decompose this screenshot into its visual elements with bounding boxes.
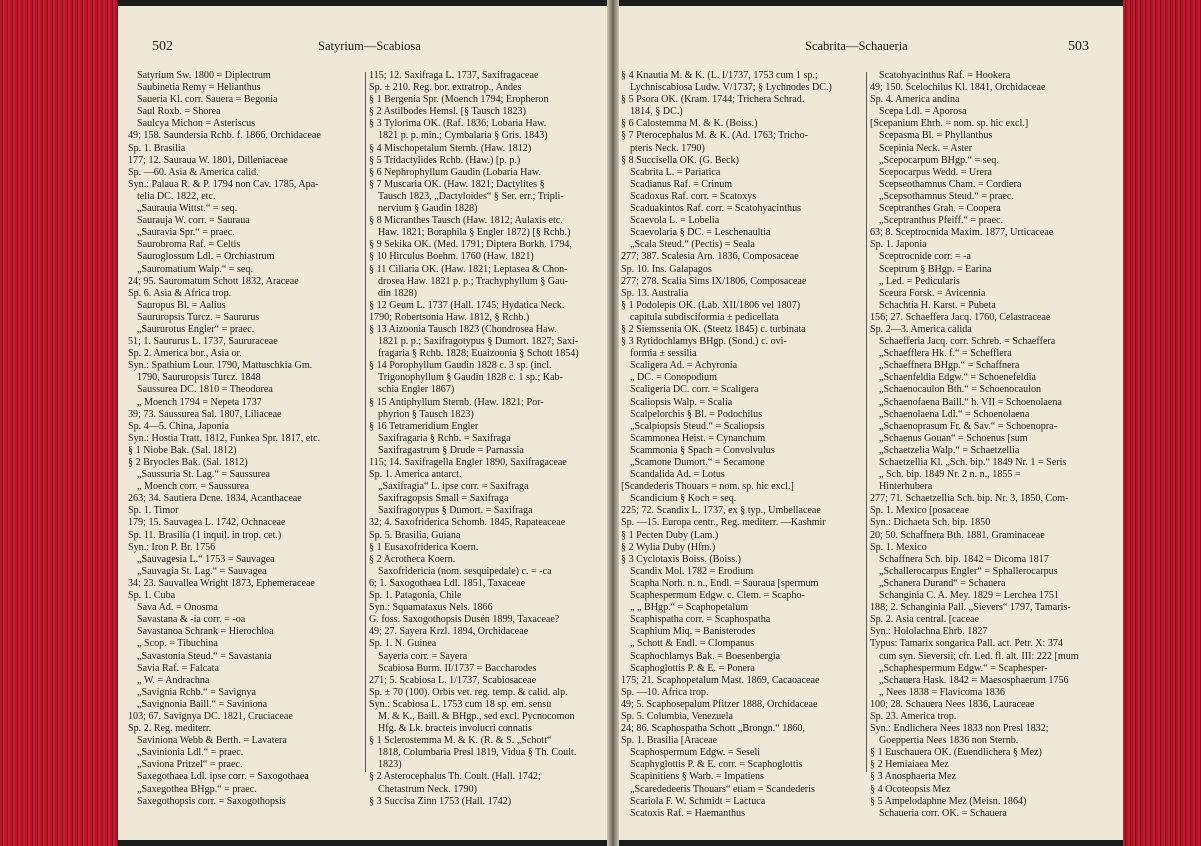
- text-line: Saueria Kl. corr. Sauera = Begonia: [137, 94, 278, 106]
- text-line: Saviniona Webb & Berth. = Lavatera: [137, 735, 287, 747]
- book-gutter: [607, 0, 619, 846]
- text-line: Saururopsis Turcz. = Saururus: [137, 311, 260, 323]
- text-line: Saulcya Michon = Asteriscus: [137, 118, 256, 130]
- text-line: „Savignonia Baill.“ = Saviniona: [137, 698, 268, 710]
- text-line: 225; 72. Scandix L. 1737, ex § typ., Umbellaceae: [621, 505, 821, 517]
- text-line: 49; 158. Saundersia Rchb. f. 1866, Orchidaceae: [128, 130, 321, 142]
- text-line: § 1 Pecten Duby (Lam.): [621, 529, 719, 541]
- text-line: § 7 Pterocephalus M. & K. (Ad. 1763; Tricho-: [621, 130, 809, 142]
- text-line: § 5 Tridactylides Rchb. (Haw.) [p. p.): [369, 154, 521, 166]
- text-line: 20; 50. Schaffnera Bth. 1881, Graminaceae: [870, 529, 1045, 541]
- text-line: Chetastrum Neck. 1790): [378, 783, 477, 795]
- text-line: „Scalpiopsis Steud.“ = Scaliopsis: [630, 420, 765, 432]
- text-line: Scandicium § Koch = seq.: [630, 493, 737, 505]
- text-line: „Saviona Pritzel“ = praec.: [137, 759, 243, 771]
- text-line: § 2 Astilbodes Hemsl. [§ Tausch 1823): [369, 106, 526, 118]
- text-line: Sceptrum § BHgp. = Earina: [879, 263, 992, 275]
- text-line: § 2 Hemiaiaea Mez: [870, 759, 949, 771]
- text-line: 1823): [378, 759, 402, 771]
- text-line: „Scepsothamnus Steud.“ = praec.: [879, 190, 1014, 202]
- text-line: 277; 278. Scalia Sims IX/1806, Composaceae: [621, 275, 807, 287]
- text-line: § 11 Ciliaria OK. (Haw. 1821; Leptasea & Chon-: [369, 263, 568, 275]
- text-line: Sceptrocnide corr. = -a: [879, 251, 972, 263]
- text-line: Sp. 2. America bor., Asia or.: [128, 348, 242, 360]
- text-line: Scabrita L. = Pariatica: [630, 166, 721, 178]
- text-line: „ Nees 1838 = Flavicoma 1836: [879, 686, 1005, 698]
- column-divider: [866, 72, 867, 772]
- text-line: Scaphospermum Edgw. = Seseli: [630, 747, 761, 759]
- text-line: Scaphispatha corr. = Scaphospatha: [630, 614, 771, 626]
- text-line: Saxifragastrum § Drude = Parnassia: [378, 444, 524, 456]
- text-line: Sp. —60. Asia & America calid.: [128, 166, 259, 178]
- text-line: 49; 150. Scelochilus Kl. 1841, Orchidaceae: [870, 82, 1046, 94]
- text-line: Haw. 1821; Boraphila § Engler 1872) [§ Rchb.): [378, 227, 571, 239]
- text-line: „ Moench 1794 = Nepeta 1737: [137, 396, 262, 408]
- text-line: 49; 5. Scaphosepalum Pfitzer 1888, Orchidaceae: [621, 698, 818, 710]
- text-line: „Schanera Durand“ = Schauera: [879, 577, 1006, 589]
- text-line: Sauropus Bl. = Aalius: [137, 299, 226, 311]
- text-line: § 2 Acrotheca Koern.: [369, 553, 456, 565]
- text-line: § 1 Sclerostemma M. & K. (R. & S. „Schott“: [369, 735, 552, 747]
- text-line: Sceptranthes Grah. = Coopera: [879, 203, 1001, 215]
- text-line: 1814, § DC.): [630, 106, 683, 118]
- text-line: Tausch 1823, „Dactyloides“ § Ser. err.; Tripli-: [378, 190, 564, 202]
- text-line: Scalpelorchis § Bl. = Podochilus: [630, 408, 763, 420]
- text-line: Scaphespermum Edgw. c. Clem. = Scapho-: [630, 590, 805, 602]
- text-line: „Schaeffnera BHgp.“ = Schaffnera: [879, 360, 1020, 372]
- text-line: Sp. 1. Cuba: [128, 590, 176, 602]
- text-line: Saxofridericia (nom. sesquipedale) c. = -ca: [378, 565, 552, 577]
- text-line: Sp. 23. America trop.: [870, 710, 957, 722]
- text-line: 188; 2. Schanginia Pall. „Sievers“ 1797, Tamaris-: [870, 602, 1071, 614]
- text-line: „Saurauia Wittst.“ = seq.: [137, 203, 238, 215]
- text-line: Syn.: Palaua R. & P. 1794 non Cav. 1785, Apa-: [128, 178, 319, 190]
- text-line: 103; 67. Savignya DC. 1821, Cruciaceae: [128, 710, 293, 722]
- text-line: § 1 Niobe Bak. (Sal. 1812): [128, 444, 237, 456]
- text-line: § 2 Siemssenia OK. (Steetz 1845) c. turbinata: [621, 323, 806, 335]
- text-line: „Schaetzelia Walp.“ = Schaetzellia: [879, 444, 1020, 456]
- text-line: 177; 12. Sauraua W. 1801, Dilleniaceae: [128, 154, 288, 166]
- text-line: „Scamone Dumort.“ = Secamone: [630, 457, 765, 468]
- text-line: § 10 Hirculus Boehm. 1760 (Haw. 1821): [369, 251, 534, 263]
- text-line: § 2 Wylia Duby (Hfm.): [621, 541, 716, 553]
- text-line: [Scandederis Thouars = nom. sp. hic excl.]: [621, 481, 794, 493]
- text-line: „Savignia Rchb.“ = Savignya: [137, 686, 256, 698]
- text-line: Syn.: Spathium Lour. 1790, Mattuschkia Gm.: [128, 360, 313, 372]
- text-line: Scepasma Bl. = Phyllanthus: [879, 130, 993, 142]
- text-line: Sp. ± 70 (100). Orbis vet. reg. temp. & calid. alp.: [369, 686, 568, 698]
- text-line: Syn.: Squamataxus Nels. 1866: [369, 602, 493, 614]
- text-line: Sava Ad. = Onosma: [137, 602, 218, 614]
- text-line: schia Engler 1867): [378, 384, 455, 396]
- text-line: 115; 14. Saxifragella Engler 1890, Saxifragaceae: [369, 457, 567, 468]
- text-line: § 3 Tylorima OK. (Raf. 1836; Lobaria Haw.: [369, 118, 547, 130]
- column-divider: [365, 72, 366, 772]
- text-line: § 2 Bryocles Bak. (Sal. 1812): [128, 457, 248, 468]
- left-page: [118, 6, 607, 840]
- text-line: Scaligeria DC. corr. = Scaligera: [630, 384, 759, 396]
- text-line: phyrion § Tausch 1823): [378, 408, 474, 420]
- text-line: „Schaphespermum Edgw.“ = Scaphesper-: [879, 662, 1048, 674]
- text-line: Sp. 1. Mexico [posaceae: [870, 505, 969, 517]
- text-line: Sp. 2. Asia central. [caceae: [870, 614, 980, 626]
- book-page-edges-right: [1123, 0, 1201, 846]
- text-line: „Scala Steud.“ (Pectis) = Seala: [630, 239, 755, 251]
- text-line: Hfg. & Lk. bracteis involucri connatis: [378, 723, 532, 735]
- text-line: Sp. 1. Patagonia, Chile: [369, 590, 462, 602]
- text-line: Schaefferia Jacq. corr. Schreb. = Schaeffera: [879, 336, 1056, 348]
- text-line: 39; 73. Saussurea Sal. 1807, Liliaceae: [128, 408, 282, 420]
- text-line: cum syn. Sieversii; cfr. Led. fl. alt. III: 222 [mum: [879, 650, 1079, 662]
- page-number: 503: [1068, 39, 1089, 54]
- text-line: Lychniscabiosa Ludw. V/1737; § Lychnodes DC.): [630, 82, 832, 94]
- text-line: Sauroglossum Ldl. = Orchiastrum: [137, 251, 275, 263]
- text-line: „Savastonia Steud.“ = Savastania: [137, 650, 272, 662]
- text-line: Saubinetia Remy = Helianthus: [137, 82, 261, 94]
- text-line: Sp. 6. Asia & Africa trop.: [128, 287, 232, 299]
- text-line: Syn.: Scabiosa L. 1753 cum 18 sp. em. sensu: [369, 698, 552, 710]
- text-line: „Saururotus Engler“ = praec.: [137, 323, 255, 335]
- text-line: pteris Neck. 1790): [630, 142, 705, 154]
- right-page: [619, 6, 1123, 840]
- text-line: Typus: Tamarix songarica Pall. act. Petr. X: 374: [870, 638, 1063, 650]
- text-line: „Schallerocarpus Engler“ = Sphallerocarpus: [879, 565, 1058, 577]
- text-line: 156; 27. Schaeffera Jacq. 1760, Celastraceae: [870, 311, 1051, 323]
- text-line: „ Scop. = Tibuchina: [137, 638, 218, 650]
- text-line: Scatoxis Raf. = Haemanthus: [630, 807, 746, 819]
- text-line: formia ± sessilia: [630, 348, 697, 360]
- text-line: Scaligera Ad. = Achyronia: [630, 360, 738, 372]
- text-line: § 15 Antiphyllum Sternb. (Haw. 1821; Por-: [369, 396, 544, 408]
- text-line: § 8 Succisella OK. (G. Beck): [621, 154, 740, 166]
- text-line: „ DC. = Conopodium: [630, 372, 718, 384]
- text-line: Sayeria corr. = Sayera: [378, 650, 468, 662]
- text-line: G. foss. Saxogothopsis Dusén 1899, Taxaceae?: [369, 614, 560, 626]
- text-line: „Schaenoprasum Fr. & Sav.“ = Schoenopra-: [879, 420, 1057, 432]
- text-line: § 9 Sekika OK. (Med. 1791; Diptera Borkh. 1794,: [369, 239, 572, 251]
- text-line: Scaliopsis Walp. = Scalia: [630, 396, 733, 408]
- text-line: „ W. = Andrachna: [137, 674, 210, 686]
- text-line: „Saxifragia“ L. ipse corr. = Saxifraga: [378, 481, 529, 493]
- text-line: „Sauromatium Walp.“ = seq.: [137, 263, 253, 275]
- text-line: Sp. 2—3. America calida: [870, 323, 972, 335]
- text-line: Sp. 1. America antarct.: [369, 469, 462, 481]
- text-line: Scepinia Neck. = Aster: [879, 142, 973, 154]
- text-line: 100; 28. Schauera Nees 1836, Lauraceae: [870, 698, 1035, 710]
- text-line: Scatohyacinthus Raf. = Hookera: [879, 70, 1011, 81]
- text-line: Sp. 1. Brasilia: [128, 142, 186, 154]
- text-line: § 3 Anosphaeria Mez: [870, 771, 957, 783]
- text-line: § 5 Psora OK. (Kram. 1744; Trichera Schrad.: [621, 94, 805, 106]
- text-line: 277; 387. Scalesia Arn. 1836, Composaceae: [621, 251, 799, 263]
- text-line: Savastana & -ia corr. = -oa: [137, 614, 246, 626]
- text-line: § 3 Rytidochlamys BHgp. (Sond.) c. ovi-: [621, 336, 787, 348]
- text-line: „Saussuria St. Lag.“ = Saussurea: [137, 469, 270, 481]
- text-line: 271; 5. Scabiosa L. 1/1737, Scabiosaceae: [369, 674, 537, 686]
- text-line: „ Led. = Pedicularis: [879, 275, 960, 287]
- running-head: Scabrita—Schaueria: [805, 39, 908, 53]
- text-line: „Schaenolaena Ldl.“ = Schoenolaena: [879, 408, 1030, 420]
- text-line: Sp. 4—5. China, Japonia: [128, 420, 229, 432]
- text-line: 277; 71. Schaetzellia Sch. bip. Nr. 3, 1850, Com-: [870, 493, 1069, 505]
- text-line: „Scepocarpum BHgp.“ = seq.: [879, 154, 999, 166]
- text-line: § 2 Asterocephalus Th. Coult. (Hall. 1742;: [369, 771, 541, 783]
- text-line: 179; 15. Sauvagea L. 1742, Ochnaceae: [128, 517, 286, 529]
- text-line: „ Moench corr. = Saussurea: [137, 481, 249, 493]
- text-line: „Schaefflera Hk. f.“ = Schefflera: [879, 348, 1012, 360]
- text-line: din 1828): [378, 287, 417, 299]
- text-line: „Sauravia Spr.“ = praec.: [137, 227, 235, 239]
- text-line: 115; 12. Saxifraga L. 1737, Saxifragaceae: [369, 70, 539, 81]
- text-line: 51; 1. Saururus L. 1737, Saururaceae: [128, 336, 278, 348]
- text-line: Scabiosa Burm. II/1737 = Baccharodes: [378, 662, 537, 674]
- text-line: „ Sch. bip. 1849 Nr. 2 n. n., 1855 =: [879, 469, 1021, 481]
- text-line: nervium § Gaudin 1828): [378, 203, 478, 215]
- text-line: Syn.: Endlichera Nees 1833 non Presl 1832;: [870, 723, 1049, 735]
- text-line: „Schauera Hask. 1842 = Maesosphaerum 1756: [879, 674, 1069, 686]
- page-number: 502: [152, 39, 173, 54]
- text-line: Sp. 2. Reg. mediterr.: [128, 723, 212, 735]
- text-line: „Schaenofaena Baill.“ h. VII = Schoenolaena: [879, 396, 1062, 408]
- text-line: Sp. 5. Columbia, Venezuela: [621, 710, 733, 722]
- text-line: Scaphochlamys Bak. = Boesenbergia: [630, 650, 781, 662]
- text-line: Scapinitiens § Warb. = Impatiens: [630, 771, 764, 783]
- text-line: § 3 Cyclotaxis Boiss. (Boiss.): [621, 553, 742, 565]
- text-line: § 13 Aizoonia Tausch 1823 (Chondrosea Haw.: [369, 323, 557, 335]
- text-line: 24; 95. Sauromatum Schott 1832, Araceae: [128, 275, 299, 287]
- text-line: 32; 4. Saxofriderica Schomb. 1845, Rapateaceae: [369, 517, 566, 529]
- text-line: Sp. 1. Japonia: [870, 239, 927, 251]
- text-line: „Saxegothea BHgp.“ = praec.: [137, 783, 257, 795]
- text-line: „Schaenocaulon Bth.“ = Schoenocaulon: [879, 384, 1042, 396]
- text-line: Savia Raf. = Falcata: [137, 662, 219, 674]
- text-line: Sp. 1. N. Guinea: [369, 638, 437, 650]
- text-line: Scammonea Heist. = Cynanchum: [630, 432, 766, 444]
- text-line: „Sauvagia St. Lag.“ = Sauvagea: [137, 565, 267, 577]
- text-line: Saurauja W. corr. = Sauraua: [137, 215, 250, 227]
- text-line: capitula subdisciformia ± pedicellata: [630, 311, 779, 323]
- text-line: § 16 Tetrameridium Engler: [369, 420, 479, 432]
- text-line: Saul Roxb. = Shorea: [137, 106, 221, 118]
- text-line: M. & K., Baill. & BHgp., sed excl. Pycnocomon: [378, 710, 575, 722]
- text-line: 24; 86. Scaphospatha Schott „Brongn.“ 1860,: [621, 723, 805, 735]
- text-line: Scandalida Ad. = Lotus: [630, 469, 725, 481]
- text-line: Syn.: Dichaeta Sch. bip. 1850: [870, 517, 991, 529]
- text-line: Syn.: Hostia Tratt. 1812, Funkea Spr. 1817, etc.: [128, 432, 321, 444]
- running-head: Satyrium—Scabiosa: [318, 39, 421, 53]
- text-line: 1818, Columbaria Presl 1819, Vidua § Th. Coult.: [378, 747, 577, 759]
- text-line: Savastanoa Schrank = Hierochloa: [137, 626, 274, 638]
- text-line: Sp. 1. Timor: [128, 505, 179, 517]
- text-line: § 12 Geum L. 1737 (Hall. 1745; Hydatica Neck.: [369, 299, 565, 311]
- text-line: Saxifragopsis Small = Saxifraga: [378, 493, 509, 505]
- text-line: Scaphium Miq. = Banisterodes: [630, 626, 756, 638]
- text-line: „Schaenfeldia Edgw.“ = Schoenefeldia: [879, 372, 1036, 384]
- text-line: Sp. 4. America andina: [870, 94, 960, 106]
- text-line: Scariola F. W. Schmidt = Lactuca: [630, 795, 766, 807]
- text-line: Syn.: Hololachna Ehrb. 1827: [870, 626, 988, 638]
- text-line: § 7 Muscaria OK. (Haw. 1821; Dactylites §: [369, 178, 545, 190]
- text-line: § 3 Succisa Zinn 1753 (Hall. 1742): [369, 795, 512, 807]
- text-line: Sp. 11. Brasilia (1 inquil. in trop. cet.): [128, 529, 282, 541]
- text-line: 1821 p. p. min.; Cymbalaria § Gris. 1843): [378, 130, 548, 142]
- text-line: 63; 8. Sceptrocnida Maxim. 1877, Urticaceae: [870, 227, 1054, 239]
- text-line: § 1 Podolepis OK. (Lab. XII/1806 vel 1807): [621, 299, 801, 311]
- text-line: [Scepanium Ehrh. = nom. sp. hic excl.]: [870, 118, 1029, 130]
- text-line: Sp. 13. Australia: [621, 287, 689, 299]
- text-line: Sceura Forsk. = Avicennia: [879, 287, 986, 299]
- text-line: Saxifragaria § Rchb. = Saxifraga: [378, 432, 511, 444]
- text-line: Scaphoglottis P. & E. = Ponera: [630, 662, 755, 674]
- text-line: Saussurea DC. 1810 = Theodorea: [137, 384, 273, 396]
- text-line: Sp. —10. Africa trop.: [621, 686, 709, 698]
- text-line: Schaueria corr. OK. = Schauera: [879, 807, 1007, 819]
- text-line: drosea Haw. 1821 p. p.; Trachyphyllum § Gau-: [378, 275, 568, 287]
- text-line: § 4 Knautia M. & K. (L. I/1737, 1753 cum 1 sp.;: [621, 70, 818, 81]
- text-line: Sp. —15. Europa centr., Reg. mediterr. —Kashmir: [621, 517, 826, 529]
- text-line: Scaphyglottis P. & E. corr. = Scaphoglottis: [630, 759, 803, 771]
- text-line: „Schaenus Gouan“ = Schoenus [sum: [879, 432, 1028, 444]
- text-line: Sp. 10. Ins. Galapagos: [621, 263, 712, 275]
- text-line: Scaevolaria § DC. = Leschenaultia: [630, 227, 771, 239]
- text-line: § 1 Euschauera OK. (Euendlichera § Mez): [870, 747, 1042, 759]
- text-line: 1790; Robertsonia Haw. 1812, § Rchb.): [369, 311, 530, 323]
- text-line: 6; 1. Saxogothaea Ldl. 1851, Taxaceae: [369, 577, 526, 589]
- text-line: 263; 34. Sautiera Dcne. 1834, Acanthaceae: [128, 493, 302, 505]
- text-line: 34; 23. Sauvallea Wright 1873, Ephemeraceae: [128, 577, 315, 589]
- text-line: Schachtia H. Karst. = Pubeta: [879, 299, 996, 311]
- text-line: „ „ BHgp.“ = Scaphopetalum: [630, 602, 749, 614]
- text-line: telia DC. 1822, etc.: [137, 190, 216, 202]
- text-line: § 4 Ocoteopsis Mez: [870, 783, 951, 795]
- text-line: § 14 Porophyllum Gaudin 1828 c. 3 sp. (incl.: [369, 360, 552, 372]
- text-line: Syn.: Iron P. Br. 1756: [128, 541, 216, 553]
- text-line: § 6 Calostemma M. & K. (Boiss.): [621, 118, 758, 130]
- column-2: [870, 70, 1120, 820]
- text-line: Hinterhubera: [879, 481, 933, 493]
- text-line: § 6 Nephrophyllum Gaudin (Lobaria Haw.: [369, 166, 542, 178]
- text-line: Goeppertia Nees 1836 non Sternb.: [879, 735, 1019, 747]
- text-line: „Sceptranthus Pfeiff.“ = praec.: [879, 215, 1004, 227]
- text-line: Sp. 1. Brasilia [Araceae: [621, 735, 718, 747]
- text-line: 1790, Saururopsis Turcz. 1848: [137, 372, 261, 384]
- text-line: § 4 Mischopetalum Sternb. (Haw. 1812): [369, 142, 532, 154]
- text-line: Scepa Ldl. = Aporosa: [879, 106, 967, 118]
- text-line: Schaetzellia Kl. „Sch. bip.“ 1849 Nr. 1 = Seris: [879, 457, 1067, 468]
- text-line: „Savinionia Ldl.“ = praec.: [137, 747, 244, 759]
- text-line: § 5 Ampelodaphne Mez (Meisn. 1864): [870, 795, 1027, 807]
- text-line: Sp. ± 210. Reg. bor. extratrop., Andes: [369, 82, 522, 94]
- text-line: 1821 p. p.; Saxifragotypus § Dumort. 1827; Saxi-: [378, 336, 579, 348]
- text-line: § 8 Micranthes Tausch (Haw. 1812; Aulaxis etc.: [369, 215, 563, 227]
- text-line: § 1 Eusaxofriderica Koern.: [369, 541, 479, 553]
- text-line: Scaduakintos Raf. corr. = Scatohyacinthus: [630, 203, 802, 215]
- text-line: Scepseothamnus Cham. = Cordiera: [879, 178, 1022, 190]
- column-1: [128, 70, 364, 808]
- text-line: „ Schott & Endl. = Clompanus: [630, 638, 755, 650]
- text-line: 49; 27. Sayera Krzl. 1894, Orchidaceae: [369, 626, 529, 638]
- text-line: Sp. 1. Mexico: [870, 541, 927, 553]
- text-line: Scandix Mol. 1782 = Erodium: [630, 565, 754, 577]
- text-line: § 1 Bergenia Spr. (Moench 1794; Eropheron: [369, 94, 549, 106]
- text-line: „Sauvagesia L.“ 1753 = Sauvagea: [137, 553, 275, 565]
- text-line: 175; 21. Scaphopetalum Mast. 1869, Cacaoaceae: [621, 674, 820, 686]
- text-line: Scadianus Raf. = Crinum: [630, 178, 733, 190]
- text-line: Schanginia C. A. Mey. 1829 = Lerchea 1751: [879, 590, 1059, 602]
- text-line: Scammonia § Spach = Convolvulus: [630, 444, 775, 456]
- book-page-edges-left: [0, 0, 118, 846]
- text-line: Satyrium Sw. 1800 = Diplectrum: [137, 70, 271, 81]
- text-line: Saurobroma Raf. = Celtis: [137, 239, 241, 251]
- text-line: Scapha Norh. n. n., Endl. = Sauraua [spermum: [630, 577, 819, 589]
- text-line: „Scarededeeris Thouars“ etiam = Scandederis: [630, 783, 815, 795]
- text-line: Saxegothopsis corr. = Saxogothopsis: [137, 795, 286, 807]
- text-line: Saxifragotypus § Dumort. = Saxifraga: [378, 505, 533, 517]
- column-1: [621, 70, 865, 820]
- text-line: Scaevola L. = Lobelia: [630, 215, 720, 227]
- text-line: Scepocarpus Wedd. = Urera: [879, 166, 992, 178]
- text-line: Schaffnera Sch. bip. 1842 = Dicoma 1817: [879, 553, 1049, 565]
- text-line: Trigonophyllum § Gaudin 1828 c. 1 sp.; Kab-: [378, 372, 563, 384]
- text-line: fragaria § Rchb. 1828; Euaizoonia § Schott 1854): [378, 348, 579, 360]
- text-line: Sp. 5. Brasilia, Guiana: [369, 529, 461, 541]
- text-line: Scadoxus Raf. corr. = Scatoxys: [630, 190, 757, 202]
- column-2: [369, 70, 605, 808]
- text-line: Saxegothaea Ldl. ipse corr. = Saxogothaea: [137, 771, 309, 783]
